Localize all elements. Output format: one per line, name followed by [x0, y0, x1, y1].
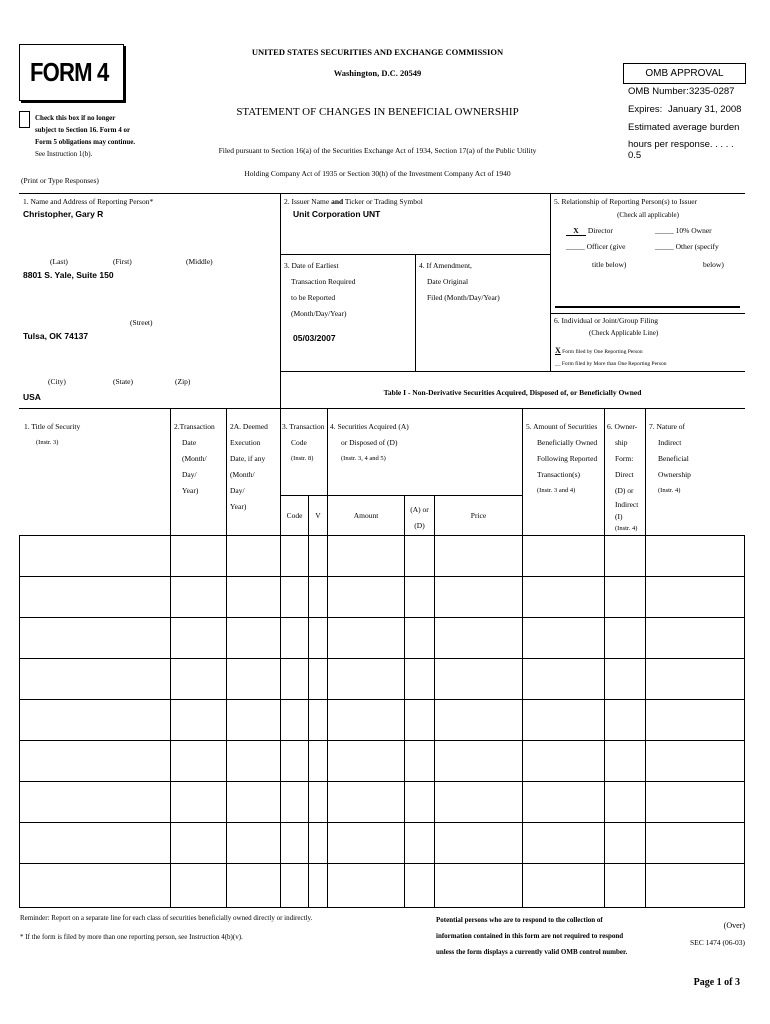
- col-v-4b: [434, 495, 435, 908]
- issuer-name: Unit Corporation UNT: [293, 209, 381, 219]
- omb-number-value: 3235-0287: [689, 86, 735, 97]
- grid-v1: [280, 193, 281, 408]
- filed-pursuant-line2: Holding Company Act of 1935 or Section 30(h) of the Investment Company Act of 1940: [244, 169, 511, 178]
- street-label: (Street): [130, 318, 153, 327]
- col-v-4a: [404, 495, 405, 908]
- page-number: Page 1 of 3: [693, 977, 740, 988]
- print-or-type: (Print or Type Responses): [21, 176, 99, 185]
- footer-reminder: Reminder: Report on a separate line for each class of securities beneficially owned directly or indirectly.: [20, 914, 313, 922]
- col2-header: 2.Transaction Date (Month/ Day/ Year): [174, 422, 215, 495]
- footer-note: * If the form is filed by more than one reporting person, see Instruction 4(b)(v).: [20, 933, 243, 941]
- agency-location: Washington, D.C. 20549: [333, 68, 422, 78]
- col3-header: 3. Transaction Code (Instr. 8): [282, 422, 325, 462]
- one-person-mark: X: [555, 346, 561, 355]
- grid-box3-4: [415, 254, 416, 371]
- more-reporting-person-option[interactable]: __ Form filed by More than One Reporting Person: [555, 361, 667, 367]
- agency-name: UNITED STATES SECURITIES AND EXCHANGE COMMISSION: [251, 47, 504, 57]
- director-mark: X: [566, 226, 586, 236]
- form-title-box: [19, 44, 124, 101]
- omb-title-box: [623, 63, 746, 84]
- col7-header: 7. Nature of Indirect Beneficial Ownership (Instr. 4): [649, 422, 691, 494]
- statement-title: STATEMENT OF CHANGES IN BENEFICIAL OWNERSHIP: [236, 106, 519, 118]
- table1-title: Table I - Non-Derivative Securities Acquired, Disposed of, or Beneficially Owned: [383, 388, 642, 397]
- omb-number-label: OMB Number:: [628, 86, 689, 97]
- omb-burden-line2: hours per response. . . . . 0.5: [628, 139, 734, 161]
- footer-sec: SEC 1474 (06-03): [690, 938, 745, 947]
- table-right-edge: [744, 535, 745, 907]
- table-left-edge: [19, 535, 20, 907]
- reporting-country: USA: [23, 392, 41, 402]
- box5-underline: [555, 306, 740, 308]
- omb-expires-value: January 31, 2008: [668, 104, 742, 115]
- subhead-amount: Amount: [353, 511, 379, 520]
- col-v-3v: [308, 495, 309, 908]
- section16-checkbox[interactable]: [19, 111, 30, 128]
- col1-header: 1. Title of Security (Instr. 3): [24, 422, 81, 446]
- omb-burden-line1: Estimated average burden: [628, 122, 740, 133]
- row-line-2: [19, 617, 745, 618]
- grid-table-title-top: [280, 371, 745, 372]
- box6-check-line: (Check Applicable Line): [589, 329, 659, 337]
- footer-potential: Potential persons who are to respond to the collection of information contained in this form are not required to respond unless the form displays a currently valid OMB control number.: [436, 916, 628, 956]
- row-line-6: [19, 781, 745, 782]
- col2a-header: 2A. Deemed Execution Date, if any (Month/ Day/ Year): [230, 422, 268, 511]
- city-label: (City): [48, 377, 66, 386]
- row-line-8: [19, 863, 745, 864]
- grid-box5-bottom: [550, 313, 745, 314]
- last-label: (Last): [50, 257, 68, 266]
- col5-header: 5. Amount of Securities Beneficially Owned Following Reported Transaction(s) (Instr. 3 and 4): [526, 422, 598, 494]
- middle-label: (Middle): [186, 257, 213, 266]
- other-option[interactable]: _____ Other (specify: [655, 242, 719, 251]
- omb-approval-box: [623, 63, 745, 161]
- zip-label: (Zip): [175, 377, 191, 386]
- box5-check-all: (Check all applicable): [617, 211, 679, 219]
- filed-pursuant-line1: Filed pursuant to Section 16(a) of the Securities Exchange Act of 1934, Section 17(a) of the Public Utility: [218, 146, 537, 155]
- row-line-9: [19, 907, 745, 908]
- other-below: below): [703, 260, 724, 269]
- box4-label: 4. If Amendment, Date Original Filed (Month/Day/Year): [419, 261, 500, 302]
- box2-label: 2. Issuer Name and Ticker or Trading Symbol: [284, 197, 423, 206]
- grid-v2: [550, 193, 551, 371]
- reporting-address: 8801 S. Yale, Suite 150: [23, 270, 114, 280]
- one-reporting-person-option[interactable]: X Form filed by One Reporting Person: [555, 346, 643, 355]
- subhead-v: V: [315, 511, 321, 520]
- row-line-1: [19, 576, 745, 577]
- state-label: (State): [113, 377, 133, 386]
- subhead-a-or-d: (A) or (D): [410, 505, 429, 530]
- row-line-0: [19, 535, 745, 536]
- officer-option[interactable]: _____ Officer (give: [566, 242, 626, 251]
- col-subhead-line: [280, 495, 522, 496]
- box6-label: 6. Individual or Joint/Group Filing: [554, 316, 658, 325]
- subhead-code: Code: [286, 511, 303, 520]
- col4-header: 4. Securities Acquired (A) or Disposed of (D) (Instr. 3, 4 and 5): [330, 422, 409, 462]
- earliest-transaction-date: 05/03/2007: [293, 333, 336, 343]
- director-option[interactable]: X Director: [566, 226, 613, 236]
- grid-table-head-top: [19, 408, 745, 409]
- row-line-7: [19, 822, 745, 823]
- form-title: FORM 4: [30, 57, 109, 87]
- reporting-person-name: Christopher, Gary R: [23, 209, 104, 219]
- subhead-price: Price: [470, 511, 487, 520]
- box3-label: 3. Date of Earliest Transaction Required to be Reported (Month/Day/Year): [284, 261, 356, 318]
- first-label: (First): [113, 257, 132, 266]
- footer-over: (Over): [723, 921, 745, 930]
- omb-title: OMB APPROVAL: [645, 68, 724, 79]
- col6-header: 6. Owner- ship Form: Direct (D) or Indirect (I) (Instr. 4): [607, 422, 639, 532]
- section16-checkbox-label: Check this box if no longer subject to Section 16. Form 4 or Form 5 obligations may continue. See Instruction 1(b).: [35, 114, 136, 158]
- box5-label: 5. Relationship of Reporting Person(s) to Issuer: [554, 197, 698, 206]
- row-line-4: [19, 699, 745, 700]
- grid-top: [19, 193, 745, 194]
- row-line-5: [19, 740, 745, 741]
- officer-title-below: title below): [592, 260, 627, 269]
- omb-expires-label: Expires:: [628, 104, 663, 115]
- ten-percent-owner-option[interactable]: _____ 10% Owner: [655, 226, 712, 235]
- row-line-3: [19, 658, 745, 659]
- box1-label: 1. Name and Address of Reporting Person*: [23, 197, 154, 206]
- reporting-city-line: Tulsa, OK 74137: [23, 331, 89, 341]
